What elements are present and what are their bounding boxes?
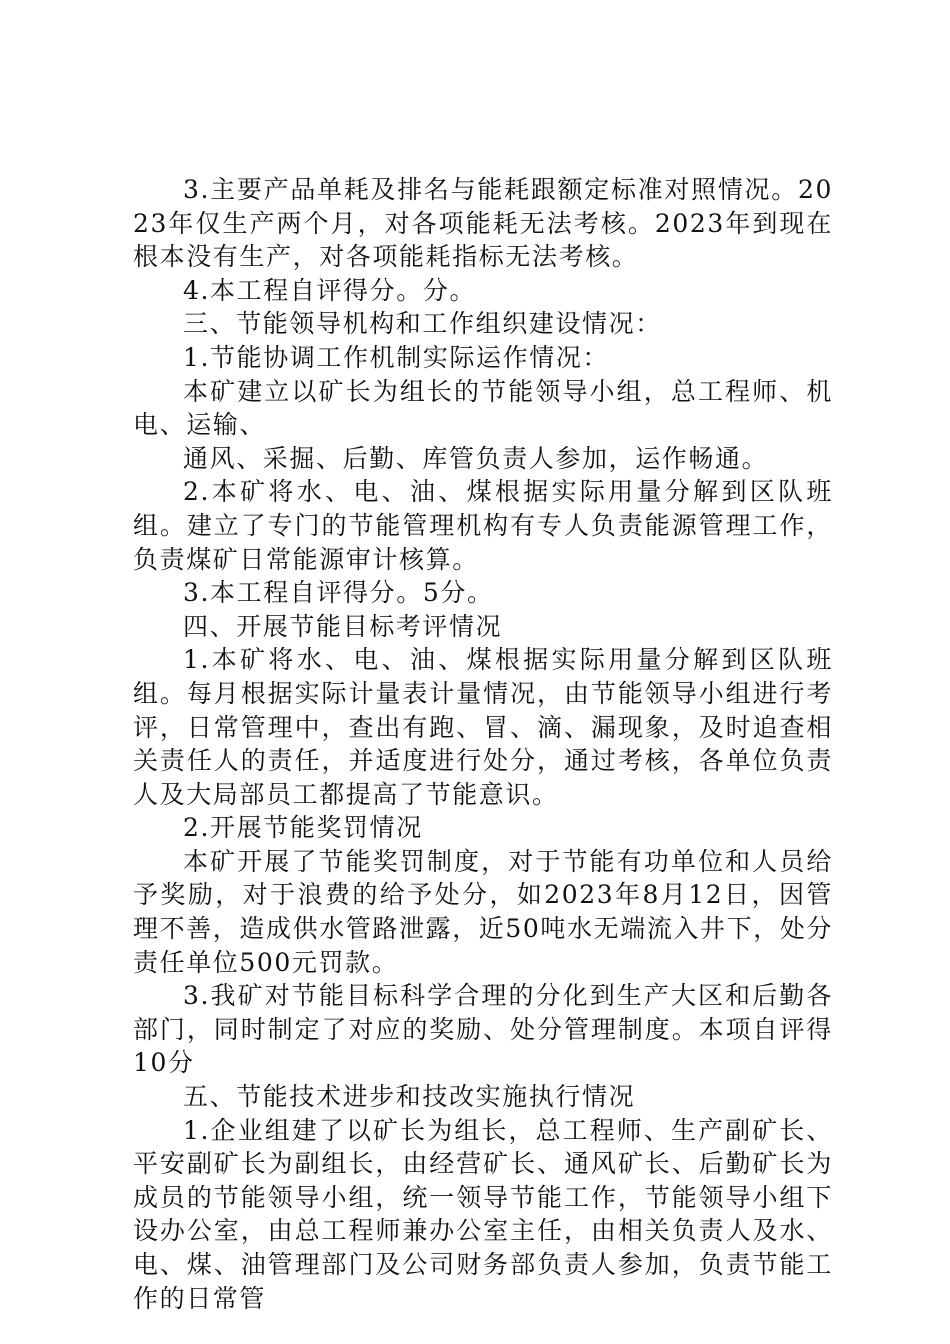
- paragraph: 3.我矿对节能目标科学合理的分化到生产大区和后勤各部门，同时制定了对应的奖励、处分管理制度。本项自评得10分: [133, 981, 833, 1078]
- paragraph: 1.企业组建了以矿长为组长，总工程师、生产副矿长、平安副矿长为副组长，由经营矿长、通风矿长、后勤矿长为成员的节能领导小组，统一领导节能工作，节能领导小组下设办公室，由总工程师兼办公室主任，由相关负责人及水、电、煤、油管理部门及公司财务部负责人参加，负责节能工作的日常管: [133, 1115, 833, 1313]
- paragraph: 2.本矿将水、电、油、煤根据实际用量分解到区队班组。建立了专门的节能管理机构有专人负责能源管理工作，负责煤矿日常能源审计核算。: [133, 477, 833, 574]
- section-heading: 四、开展节能目标考评情况: [183, 611, 503, 641]
- paragraph: 本矿开展了节能奖罚制度，对于节能有功单位和人员给予奖励，对于浪费的给予处分，如2023年8月12日，因管理不善，造成供水管路泄露，近50吨水无端流入井下，处分责任单位500元罚款。: [133, 846, 834, 977]
- document-body: [133, 173, 833, 1315]
- paragraph: 2.开展节能奖罚情况: [183, 813, 423, 843]
- section-heading: 三、节能领导机构和工作组织建设情况：: [183, 309, 662, 339]
- paragraph: 4.本工程自评得分。分。: [183, 275, 477, 305]
- paragraph: 1.本矿将水、电、油、煤根据实际用量分解到区队班组。每月根据实际计量表计量情况，由节能领导小组进行考评，日常管理中，查出有跑、冒、滴、漏现象，及时追查相关责任人的责任，并适度进行处分，通过考核，各单位负责人及大局部员工都提高了节能意识。: [133, 645, 833, 809]
- section-heading: 五、节能技术进步和技改实施执行情况: [183, 1082, 636, 1112]
- paragraph: 1.节能协调工作机制实际运作情况：: [183, 342, 610, 372]
- paragraph: 本矿建立以矿长为组长的节能领导小组，总工程师、机电、运输、: [133, 376, 833, 440]
- paragraph: 3.主要产品单耗及排名与能耗跟额定标准对照情况。2023年仅生产两个月，对各项能耗无法考核。2023年到现在根本没有生产，对各项能耗指标无法考核。: [133, 175, 833, 272]
- paragraph: 通风、采掘、后勤、库管负责人参加，运作畅通。: [183, 443, 769, 473]
- paragraph: 3.本工程自评得分。5分。: [183, 578, 494, 608]
